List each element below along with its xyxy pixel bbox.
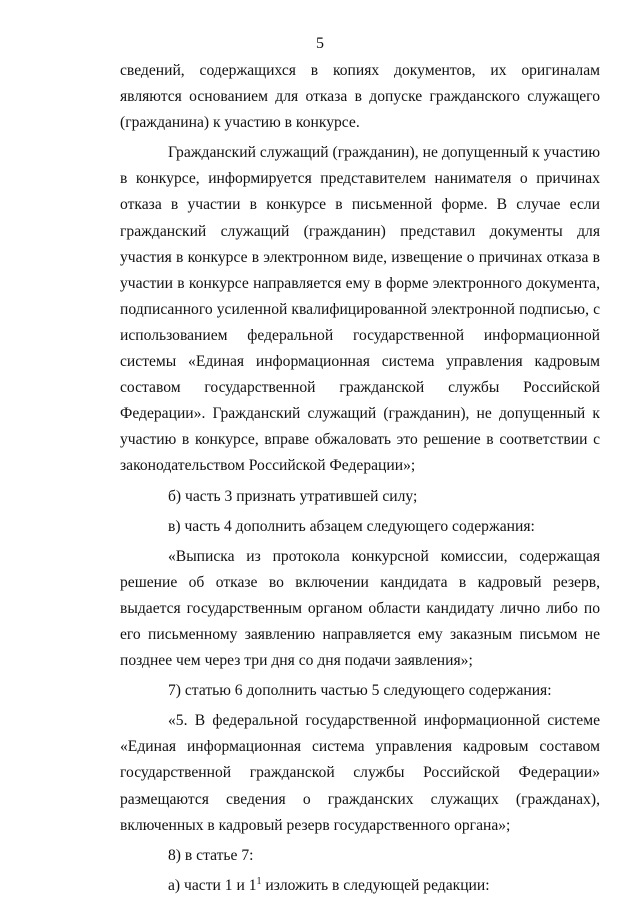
paragraph-continuation: сведений, содержащихся в копиях документов, их оригиналам являются основанием для отказа в допуске гражданского служащего (гражданина) к участию в конкурсе. <box>120 62 600 132</box>
paragraph-refusal-notice: Гражданский служащий (гражданин), не допущенный к участию в конкурсе, информируется представителем нанимателя о причинах отказа в участии в конкурсе в письменной форме. В случае если гражданский служащий (гражданин) представил документы для участия в конкурсе в электронном виде, извещение о причинах отказа в участии в конкурсе направляется ему в форме электронного документа, подписанного усиленной квалифицированной электронной подписью, с использованием федеральной государственной информационной системы «Единая информационная система управления кадровым составом государственной гражданской службы Российской Федерации». Гражданский служащий (гражданин), не допущенный к участию в конкурсе, вправе обжаловать это решение в соответствии с законодательством Российской Федерации»; <box>120 144 600 475</box>
item-a-text-start: а) части 1 и 1 <box>168 876 257 894</box>
paragraph-part-5: «5. В федеральной государственной информационной системе «Единая информационная система управления кадровым составом государственной гражданской службы Российской Федерации» размещаются сведения о гражданских служащих (гражданах), включенных в кадровый резерв государственного органа»; <box>120 712 600 834</box>
paragraph-item-v: в) часть 4 дополнить абзацем следующего содержания: <box>168 517 535 535</box>
paragraph-protocol-extract: «Выписка из протокола конкурсной комиссии, содержащая решение об отказе во включении кандидата в кадровый резерв, выдается государственным органом области кандидату лично либо по его письменному заявлению направляется ему заказным письмом не позднее чем через три дня со дня подачи заявления»; <box>120 547 600 670</box>
paragraph-item-b: б) часть 3 признать утратившей силу; <box>168 487 418 505</box>
paragraph-item-a <box>120 873 600 899</box>
paragraph-item-7: 7) статью 6 дополнить частью 5 следующего содержания: <box>168 682 552 700</box>
item-a-text-end: изложить в следующей редакции: <box>261 876 490 894</box>
page-number: 5 <box>316 35 324 52</box>
item-a-superscript: 1 <box>256 875 262 887</box>
document-body <box>120 58 600 903</box>
paragraph-item-8: 8) в статье 7: <box>168 846 254 864</box>
